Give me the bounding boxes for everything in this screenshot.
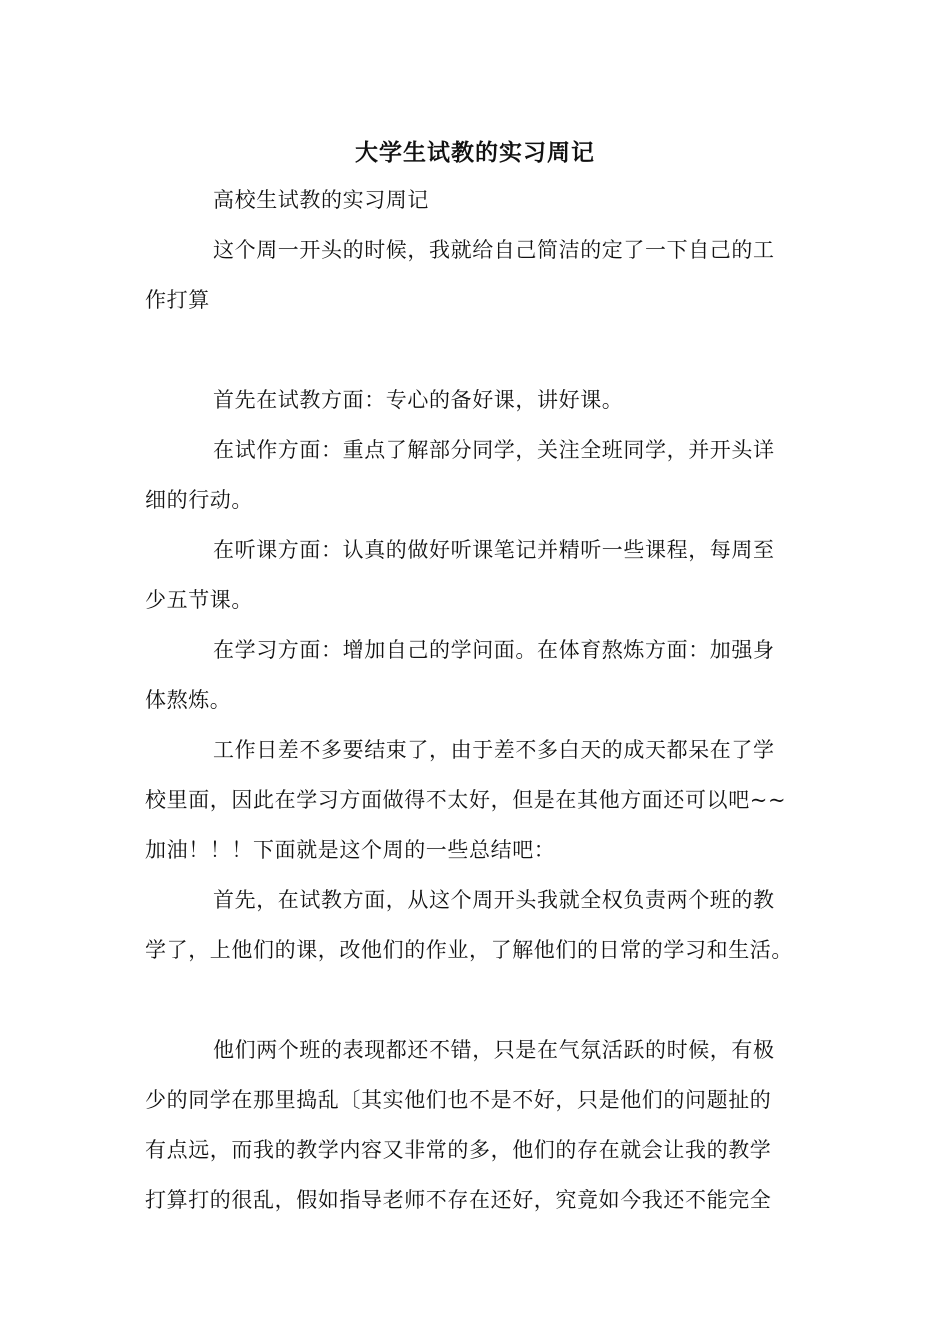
paragraph-line: 首先在试教方面：专心的备好课，讲好课。 <box>213 388 624 412</box>
paragraph-line: 作打算 <box>145 288 210 312</box>
paragraph-line: 首先，在试教方面，从这个周开头我就全权负责两个班的教 <box>213 888 775 912</box>
paragraph-line: 打算打的很乱，假如指导老师不存在还好，究竟如今我还不能完全 <box>145 1188 772 1212</box>
paragraph-line: 在听课方面：认真的做好听课笔记并精听一些课程，每周至 <box>213 538 775 562</box>
paragraph-line: 加油！！！下面就是这个周的一些总结吧： <box>145 838 556 862</box>
paragraph-line: 学了，上他们的课，改他们的作业，了解他们的日常的学习和生活。 <box>145 938 793 962</box>
paragraph-line: 体熬炼。 <box>145 688 232 712</box>
paragraph-line: 细的行动。 <box>145 488 253 512</box>
paragraph-line: 少的同学在那里捣乱〔其实他们也不是不好，只是他们的问题扯的 <box>145 1088 772 1112</box>
paragraph-line: 他们两个班的表现都还不错，只是在气氛活跃的时候，有极 <box>213 1038 775 1062</box>
paragraph-line: 在试作方面：重点了解部分同学，关注全班同学，并开头详 <box>213 438 775 462</box>
paragraph-line: 少五节课。 <box>145 588 253 612</box>
subtitle-line: 高校生试教的实习周记 <box>213 188 429 212</box>
document-title: 大学生试教的实习周记 <box>355 139 595 166</box>
paragraph-line: 在学习方面：增加自己的学问面。在体育熬炼方面：加强身 <box>213 638 775 662</box>
paragraph-line: 工作日差不多要结束了，由于差不多白天的成天都呆在了学 <box>213 738 775 762</box>
paragraph-line: 有点远，而我的教学内容又非常的多，他们的存在就会让我的教学 <box>145 1138 772 1162</box>
paragraph-line: 校里面，因此在学习方面做得不太好，但是在其他方面还可以吧~~ <box>145 788 787 812</box>
paragraph-line: 这个周一开头的时候，我就给自己简洁的定了一下自己的工 <box>213 238 775 262</box>
